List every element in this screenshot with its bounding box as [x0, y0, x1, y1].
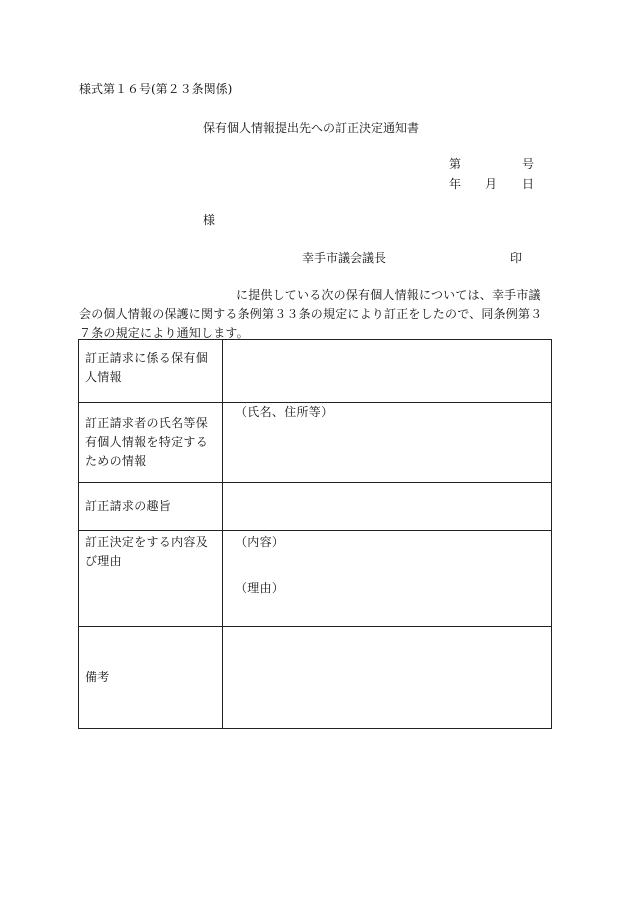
- form-number: 様式第１６号(第２３条関係): [79, 82, 233, 96]
- remarks-label: 備考: [79, 627, 223, 729]
- decision-content-cell: [223, 531, 552, 627]
- decision-content-label: 訂正決定をする内容及び理由: [79, 531, 223, 627]
- table-row: [79, 531, 552, 627]
- table-row: [79, 627, 552, 729]
- notice-body-line: 会の個人情報の保護に関する条例第３３条の規定により訂正をしたので、同条例第３: [79, 307, 543, 321]
- remarks-value: [223, 627, 552, 729]
- date-year-label: 年: [449, 177, 462, 191]
- requester-identity-value: （氏名、住所等）: [223, 403, 552, 483]
- requested-info-value: [223, 340, 552, 403]
- decision-reason-text: （理由）: [235, 581, 285, 595]
- decision-content-text: （内容）: [235, 535, 285, 549]
- document-number-suffix: 号: [522, 157, 535, 171]
- table-row: [79, 483, 552, 531]
- date-month-label: 月: [485, 177, 498, 191]
- document-title: 保有個人情報提出先への訂正決定通知書: [203, 121, 420, 135]
- correction-info-table: [78, 339, 552, 729]
- sender-name: 幸手市議会議長: [302, 251, 387, 265]
- notice-body: [79, 286, 553, 343]
- date-day-label: 日: [522, 177, 535, 191]
- addressee-honorific: 様: [203, 213, 216, 227]
- seal-mark: 印: [510, 251, 523, 265]
- requested-info-label: 訂正請求に係る保有個人情報: [79, 340, 223, 403]
- table-row: [79, 403, 552, 483]
- notice-body-line: ７条の規定により通知します。: [79, 326, 249, 340]
- document-number-prefix: 第: [449, 157, 462, 171]
- notice-body-line: に提供している次の保有個人情報については、幸手市議: [236, 288, 541, 302]
- request-purpose-label: 訂正請求の趣旨: [79, 483, 223, 531]
- request-purpose-value: [223, 483, 552, 531]
- table-row: [79, 340, 552, 403]
- requester-identity-label: 訂正請求者の氏名等保有個人情報を特定するための情報: [79, 403, 223, 483]
